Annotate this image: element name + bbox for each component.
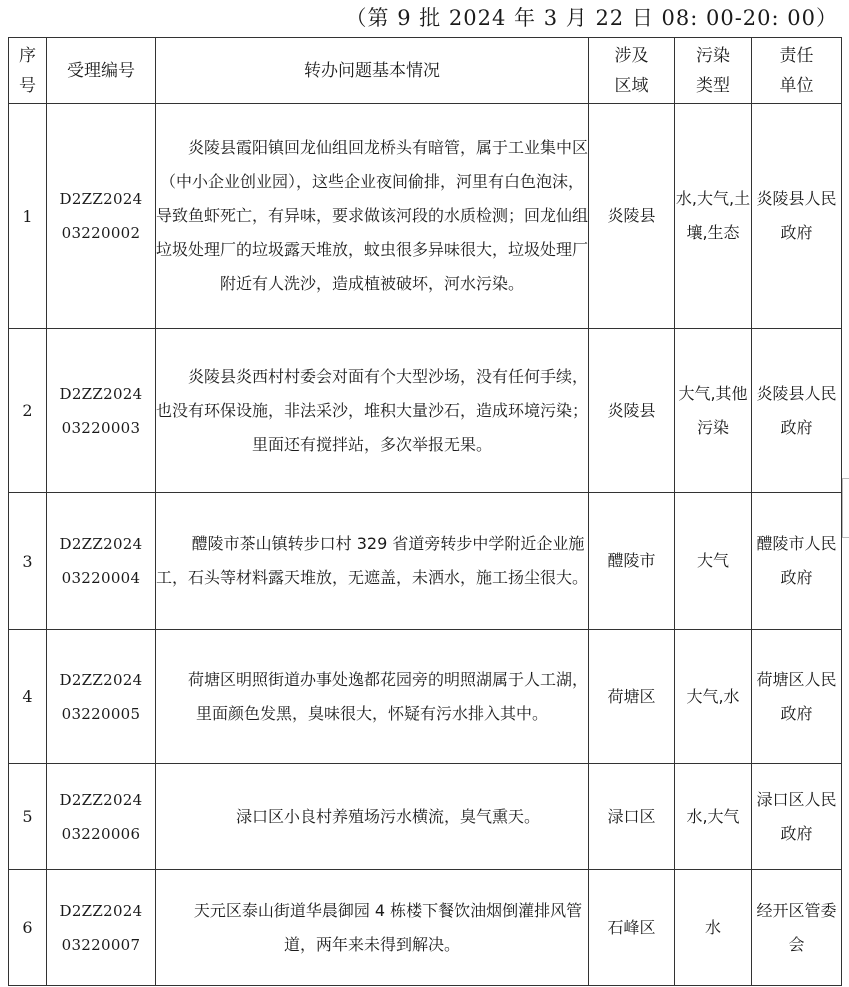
row-id bbox=[47, 493, 156, 630]
row-responsible-unit: 经开区管委会 bbox=[752, 870, 842, 986]
row-area: 醴陵市 bbox=[589, 493, 675, 630]
row-area: 炎陵县 bbox=[589, 329, 675, 493]
header-unit-line2: 单位 bbox=[779, 75, 814, 96]
header-unit-line1: 责任 bbox=[779, 45, 814, 66]
row-seq: 4 bbox=[9, 630, 47, 764]
row-area: 渌口区 bbox=[589, 764, 675, 870]
row-id-part1: D2ZZ2024 bbox=[59, 535, 143, 553]
row-id bbox=[47, 870, 156, 986]
row-description: 天元区泰山街道华晨御园 4 栋楼下餐饮油烟倒灌排风管道，两年来未得到解决。 bbox=[156, 870, 589, 986]
header-area-line1: 涉及 bbox=[614, 45, 649, 66]
row-description: 荷塘区明照街道办事处逸都花园旁的明照湖属于人工湖，里面颜色发黑，臭味很大，怀疑有污水排入其中。 bbox=[156, 630, 589, 764]
row-responsible-unit: 炎陵县人民政府 bbox=[752, 104, 842, 329]
table-row bbox=[9, 764, 842, 870]
row-description: 渌口区小良村养殖场污水横流，臭气熏天。 bbox=[156, 764, 589, 870]
row-seq: 6 bbox=[9, 870, 47, 986]
batch-header: （第 9 批 2024 年 3 月 22 日 08: 00-20: 00） bbox=[345, 6, 838, 30]
row-id-part2: 03220007 bbox=[61, 935, 141, 954]
table-row bbox=[9, 329, 842, 493]
row-pollution-type: 大气,其他污染 bbox=[675, 329, 752, 493]
row-description: 炎陵县炎西村村委会对面有个大型沙场，没有任何手续，也没有环保设施，非法采沙，堆积大量沙石，造成环境污染；里面还有搅拌站，多次举报无果。 bbox=[156, 329, 589, 493]
row-responsible-unit: 渌口区人民政府 bbox=[752, 764, 842, 870]
row-id-part1: D2ZZ2024 bbox=[59, 190, 143, 208]
header-unit bbox=[752, 38, 842, 104]
row-pollution-type: 大气,水 bbox=[675, 630, 752, 764]
header-seq bbox=[9, 38, 47, 104]
complaints-table bbox=[8, 37, 842, 986]
row-id-part2: 03220003 bbox=[61, 418, 141, 437]
row-id-part1: D2ZZ2024 bbox=[59, 384, 143, 403]
row-area: 荷塘区 bbox=[589, 630, 675, 764]
row-pollution-type: 水,大气,土壤,生态 bbox=[675, 104, 752, 329]
row-id-part1: D2ZZ2024 bbox=[59, 901, 143, 920]
header-type-line2: 类型 bbox=[696, 75, 730, 96]
header-seq-line1: 序 bbox=[19, 45, 36, 66]
table-row bbox=[9, 104, 842, 329]
row-id-part2: 03220005 bbox=[61, 704, 141, 723]
row-seq: 2 bbox=[9, 329, 47, 493]
row-area: 石峰区 bbox=[589, 870, 675, 986]
header-type-line1: 污染 bbox=[696, 45, 730, 66]
table-row bbox=[9, 630, 842, 764]
header-type bbox=[675, 38, 752, 104]
row-id bbox=[47, 630, 156, 764]
header-desc: 转办问题基本情况 bbox=[156, 38, 589, 104]
row-pollution-type: 大气 bbox=[675, 493, 752, 630]
row-id-part1: D2ZZ2024 bbox=[59, 790, 143, 809]
row-responsible-unit: 炎陵县人民政府 bbox=[752, 329, 842, 493]
header-seq-line2: 号 bbox=[19, 75, 36, 96]
row-seq: 1 bbox=[9, 104, 47, 329]
row-description: 炎陵县霞阳镇回龙仙组回龙桥头有暗管，属于工业集中区（中小企业创业园），这些企业夜间偷排，河里有白色泡沫，导致鱼虾死亡，有异味，要求做该河段的水质检测；回龙仙组垃圾处理厂的垃圾露天堆放，蚊虫很多异味很大，垃圾处理厂附近有人洗沙，造成植被破坏，河水污染。 bbox=[156, 104, 589, 329]
row-id-part1: D2ZZ2024 bbox=[59, 670, 143, 689]
row-seq: 5 bbox=[9, 764, 47, 870]
header-area-line2: 区域 bbox=[614, 75, 649, 96]
row-responsible-unit: 荷塘区人民政府 bbox=[752, 630, 842, 764]
row-id-part2: 03220004 bbox=[61, 569, 141, 587]
row-id-part2: 03220002 bbox=[61, 224, 141, 242]
row-pollution-type: 水,大气 bbox=[675, 764, 752, 870]
table-header-row bbox=[9, 38, 842, 104]
header-id: 受理编号 bbox=[47, 38, 156, 104]
row-id bbox=[47, 764, 156, 870]
row-responsible-unit: 醴陵市人民政府 bbox=[752, 493, 842, 630]
row-seq: 3 bbox=[9, 493, 47, 630]
row-description: 醴陵市茶山镇转步口村 329 省道旁转步中学附近企业施工，石头等材料露天堆放，无遮盖，未洒水，施工扬尘很大。 bbox=[156, 493, 589, 630]
page-edge-bracket bbox=[842, 478, 849, 538]
table-row bbox=[9, 870, 842, 986]
row-id-part2: 03220006 bbox=[61, 824, 141, 843]
row-id bbox=[47, 104, 156, 329]
header-area bbox=[589, 38, 675, 104]
row-pollution-type: 水 bbox=[675, 870, 752, 986]
row-id bbox=[47, 329, 156, 493]
row-area: 炎陵县 bbox=[589, 104, 675, 329]
table-row bbox=[9, 493, 842, 630]
